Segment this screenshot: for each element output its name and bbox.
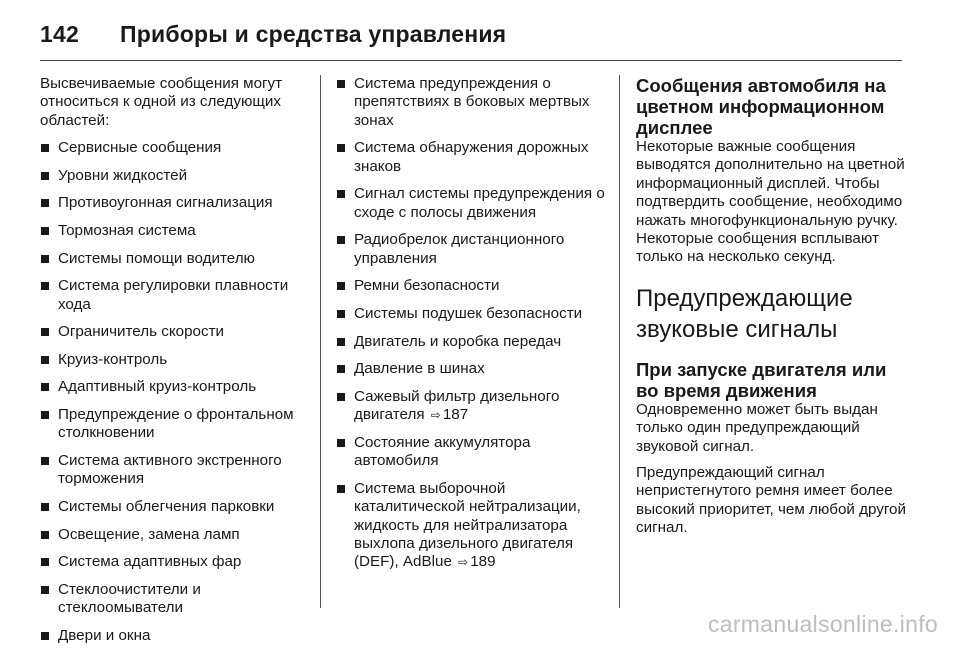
page-reference-icon: ⇨: [458, 555, 469, 570]
list-item: Освещение, замена ламп: [40, 526, 306, 544]
page-number: 142: [40, 20, 79, 47]
list-item: Предупреждение о фронтальном столкновении: [40, 406, 306, 443]
list-item: Системы помощи водителю: [40, 250, 306, 268]
list-item: Противоугонная сигнализация: [40, 194, 306, 212]
column-divider-1: [320, 75, 321, 608]
list-item: Адаптивный круиз-контроль: [40, 378, 306, 396]
list-item: Система активного экстренного торможения: [40, 452, 306, 489]
dpf-page-link[interactable]: 187: [442, 406, 469, 424]
column-1: [40, 75, 306, 654]
watermark: carmanualsonline.info: [707, 611, 938, 637]
list-item-scr: [336, 480, 606, 572]
page-header: [40, 14, 900, 54]
subheading-color-display: Сообщения автомобиля на цветном информационном дисплее: [636, 75, 886, 138]
list-item: Уровни жидкостей: [40, 167, 306, 185]
chime-paragraph-2: Предупреждающий сигнал непристегнутого ремня имеет более высокий приоритет, чем любой другой сигнал.: [636, 464, 906, 537]
color-display-paragraph: Некоторые важные сообщения выводятся дополнительно на цветной информационный дисплей. Чтобы подтвердить сообщение, необходимо нажать многофункциональную ручку. Некоторые сообщения всплывают только на несколько секунд.: [636, 138, 905, 266]
list-item: Система регулировки плавности хода: [40, 277, 306, 314]
scr-item-label: Система выборочной каталитической нейтрализации, жидкость для нейтрализатора выхлопа дизельного двигателя (DEF), AdBlue: [354, 479, 581, 571]
dpf-item-label: Сажевый фильтр дизельного двигателя: [354, 387, 560, 424]
list-item: Сервисные сообщения: [40, 139, 306, 157]
list-item: Система адаптивных фар: [40, 553, 306, 571]
message-area-list: [40, 139, 306, 645]
list-item: Стеклоочистители и стеклоомыватели: [40, 581, 306, 618]
list-item: Системы подушек безопасности: [336, 305, 606, 323]
list-item: Тормозная система: [40, 222, 306, 240]
list-item: Состояние аккумулятора автомобиля: [336, 434, 606, 471]
list-item: Двери и окна: [40, 627, 306, 645]
list-item: Система обнаружения дорожных знаков: [336, 139, 606, 176]
column-2: [336, 75, 606, 581]
message-area-list-continued: [336, 75, 606, 572]
intro-paragraph: Высвечиваемые сообщения могут относиться к одной из следующих областей:: [40, 75, 283, 129]
page-title: Приборы и средства управления: [120, 20, 507, 47]
header-divider: [40, 60, 902, 61]
list-item: Сигнал системы предупреждения о сходе с полосы движения: [336, 185, 606, 222]
list-item: Давление в шинах: [336, 360, 606, 378]
column-divider-2: [619, 75, 620, 608]
column-3: [636, 75, 906, 546]
list-item-dpf: [336, 388, 606, 425]
list-item: Ограничитель скорости: [40, 323, 306, 341]
list-item: Система предупреждения о препятствиях в боковых мертвых зонах: [336, 75, 606, 130]
page-reference-icon: ⇨: [430, 408, 441, 423]
list-item: Ремни безопасности: [336, 277, 606, 295]
scr-page-link[interactable]: 189: [470, 553, 496, 571]
list-item: Круиз-контроль: [40, 351, 306, 369]
list-item: Системы облегчения парковки: [40, 498, 306, 516]
subheading-engine-start: При запуске двигателя или во время движения: [636, 358, 887, 401]
chime-paragraph-1: Одновременно может быть выдан только один предупреждающий звуковой сигнал.: [636, 400, 878, 455]
list-item: Радиобрелок дистанционного управления: [336, 231, 606, 268]
section-title-warning-chimes: Предупреждающие звуковые сигналы: [636, 284, 853, 343]
list-item: Двигатель и коробка передач: [336, 333, 606, 351]
